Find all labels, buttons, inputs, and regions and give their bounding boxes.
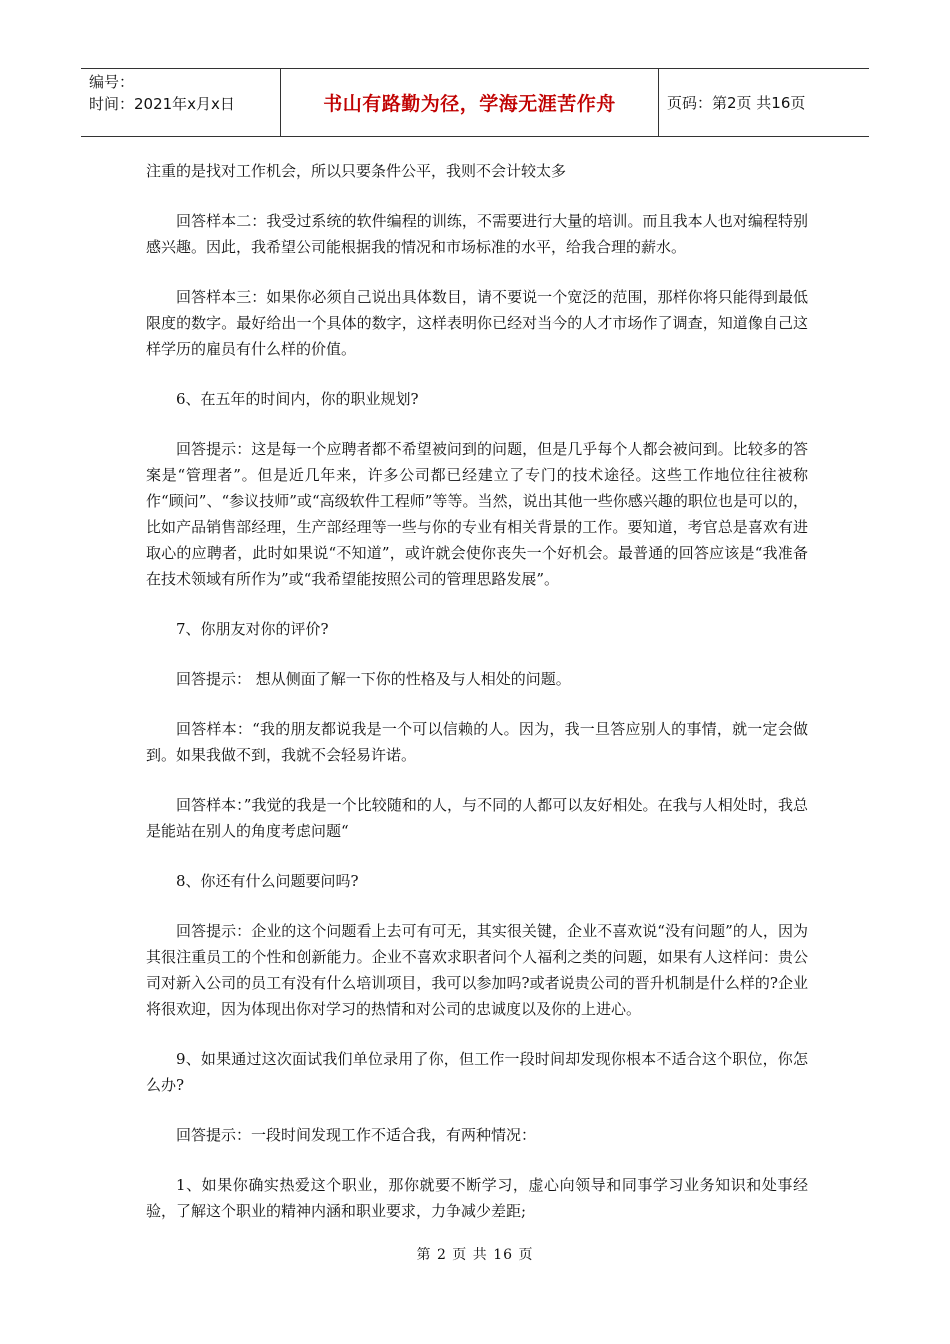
body-paragraph: 1、如果你确实热爱这个职业，那你就要不断学习，虚心向领导和同事学习业务知识和处事经验，了解这个职业的精神内涵和职业要求，力争减少差距;: [146, 1176, 808, 1220]
header-motto: 书山有路勤为径，学海无涯苦作舟: [281, 69, 659, 136]
question-heading: 9、如果通过这次面试我们单位录用了你，但工作一段时间却发现你根本不适合这个职位，你怎么办?: [146, 1050, 808, 1094]
body-paragraph: 回答样本二：我受过系统的软件编程的训练，不需要进行大量的培训。而且我本人也对编程特别感兴趣。因此，我希望公司能根据我的情况和市场标准的水平，给我合理的薪水。: [146, 212, 808, 256]
body-paragraph: 注重的是找对工作机会，所以只要条件公平，我则不会计较太多: [146, 162, 567, 180]
header-meta-cell: [81, 69, 281, 136]
body-paragraph: 回答提示：这是每一个应聘者都不希望被问到的问题，但是几乎每个人都会被问到。比较多的答案是“管理者”。但是近几年来，许多公司都已经建立了专门的技术途径。这些工作地位往往被称作“顾问”、“参议技师”或“高级软件工程师”等等。当然，说出其他一些你感兴趣的职位也是可以的，比如产品销售部经理，生产部经理等一些与你的专业有相关背景的工作。要知道，考官总是喜欢有进取心的应聘者，此时如果说“不知道”，或许就会使你丧失一个好机会。最普通的回答应该是“我准备在技术领域有所作为”或“我希望能按照公司的管理思路发展”。: [146, 440, 808, 588]
header-page-number: 页码：第2页 共16页: [667, 94, 806, 112]
body-paragraph: 回答提示： 想从侧面了解一下你的性格及与人相处的问题。: [176, 670, 571, 688]
body-paragraph: 回答样本：“我的朋友都说我是一个可以信赖的人。因为，我一旦答应别人的事情，就一定会做到。如果我做不到，我就不会轻易许诺。: [146, 720, 808, 764]
document-body: [146, 158, 808, 1248]
body-paragraph: 回答样本：”我觉的我是一个比较随和的人，与不同的人都可以友好相处。在我与人相处时，我总是能站在别人的角度考虑问题“: [146, 796, 808, 840]
page-header: [81, 68, 869, 137]
body-paragraph: 回答提示：一段时间发现工作不适合我，有两种情况：: [176, 1126, 537, 1144]
document-number-label: 编号：: [89, 73, 135, 91]
page-footer: 第 2 页 共 16 页: [416, 1247, 534, 1263]
question-heading: 6、在五年的时间内，你的职业规划?: [176, 390, 419, 408]
body-paragraph: 回答提示：企业的这个问题看上去可有可无，其实很关键，企业不喜欢说“没有问题”的人，因为其很注重员工的个性和创新能力。企业不喜欢求职者问个人福利之类的问题，如果有人这样问：贵公司对新入公司的员工有没有什么培训项目，我可以参加吗?或者说贵公司的晋升机制是什么样的?企业将很欢迎，因为体现出你对学习的热情和对公司的忠诚度以及你的上进心。: [146, 922, 808, 1018]
document-time-label: 时间：2021年x月x日: [89, 95, 235, 113]
question-heading: 7、你朋友对你的评价?: [176, 620, 329, 638]
question-heading: 8、你还有什么问题要问吗?: [176, 872, 359, 890]
body-paragraph: 回答样本三：如果你必须自己说出具体数目，请不要说一个宽泛的范围，那样你将只能得到最低限度的数字。最好给出一个具体的数字，这样表明你已经对当今的人才市场作了调查，知道像自己这样学历的雇员有什么样的价值。: [146, 288, 808, 358]
